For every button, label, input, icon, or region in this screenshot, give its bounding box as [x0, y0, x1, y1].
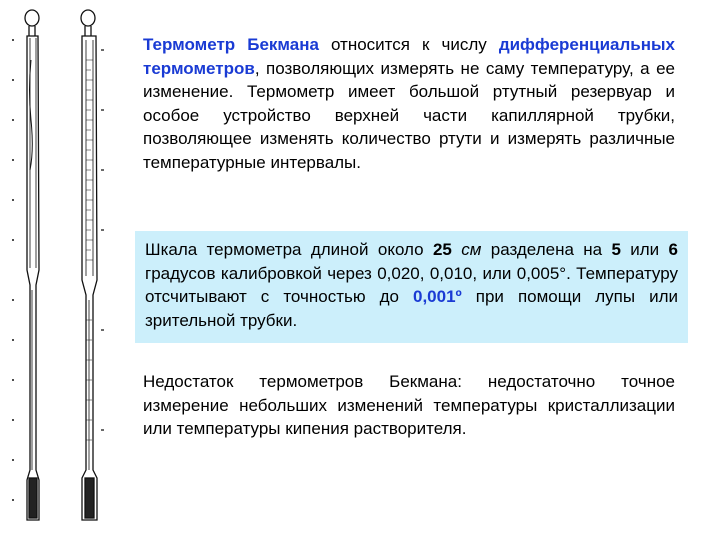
paragraph-scale-info [145, 238, 678, 332]
degrees-option-b: 6 [668, 240, 679, 259]
paragraph2-text-6: при помощи лупы или зрительной трубки. [145, 287, 679, 330]
paragraph2-text-5: градусов калибровкой через 0,020, 0,010, или 0,005°. Температуру отсчитывают с точностью до [145, 263, 678, 306]
paragraph-beckmann-description [143, 33, 675, 174]
paragraph2-text-3: разделена на [481, 240, 612, 259]
term-differential-thermometers: дифференциальных термометров [143, 35, 675, 78]
paragraph2-text-4: или [620, 240, 669, 259]
length-value: 25 [432, 240, 452, 259]
paragraph-drawback: Недостаток термометров Бекмана: недостаточно точное измерение небольших изменений температуры кристаллизации или температуры кипения растворителя. [143, 372, 675, 438]
paragraph2-text-1: Шкала термометра длиной около [145, 240, 433, 259]
paragraph1-text-2: , позволяющих измерять не саму температуру, а ее изменение. Термометр имеет большой ртутный резервуар и особое устройство верхней части капиллярной трубки, позволяющее изменять количество ртути и измерять различные температурные интервалы. [143, 58, 675, 172]
precision-value: 0,001º [413, 287, 462, 306]
degrees-option-a: 5 [611, 240, 621, 259]
paragraph1-text-1: относится к числу [318, 35, 499, 54]
term-beckmann-thermometer: Термометр Бекмана [143, 35, 319, 54]
beckmann-thermometer-illustration [0, 0, 130, 540]
right-thermometer-drawing [81, 10, 104, 520]
paragraph2-space [452, 240, 461, 259]
length-unit: см [461, 240, 482, 259]
left-thermometer-drawing [12, 10, 39, 520]
